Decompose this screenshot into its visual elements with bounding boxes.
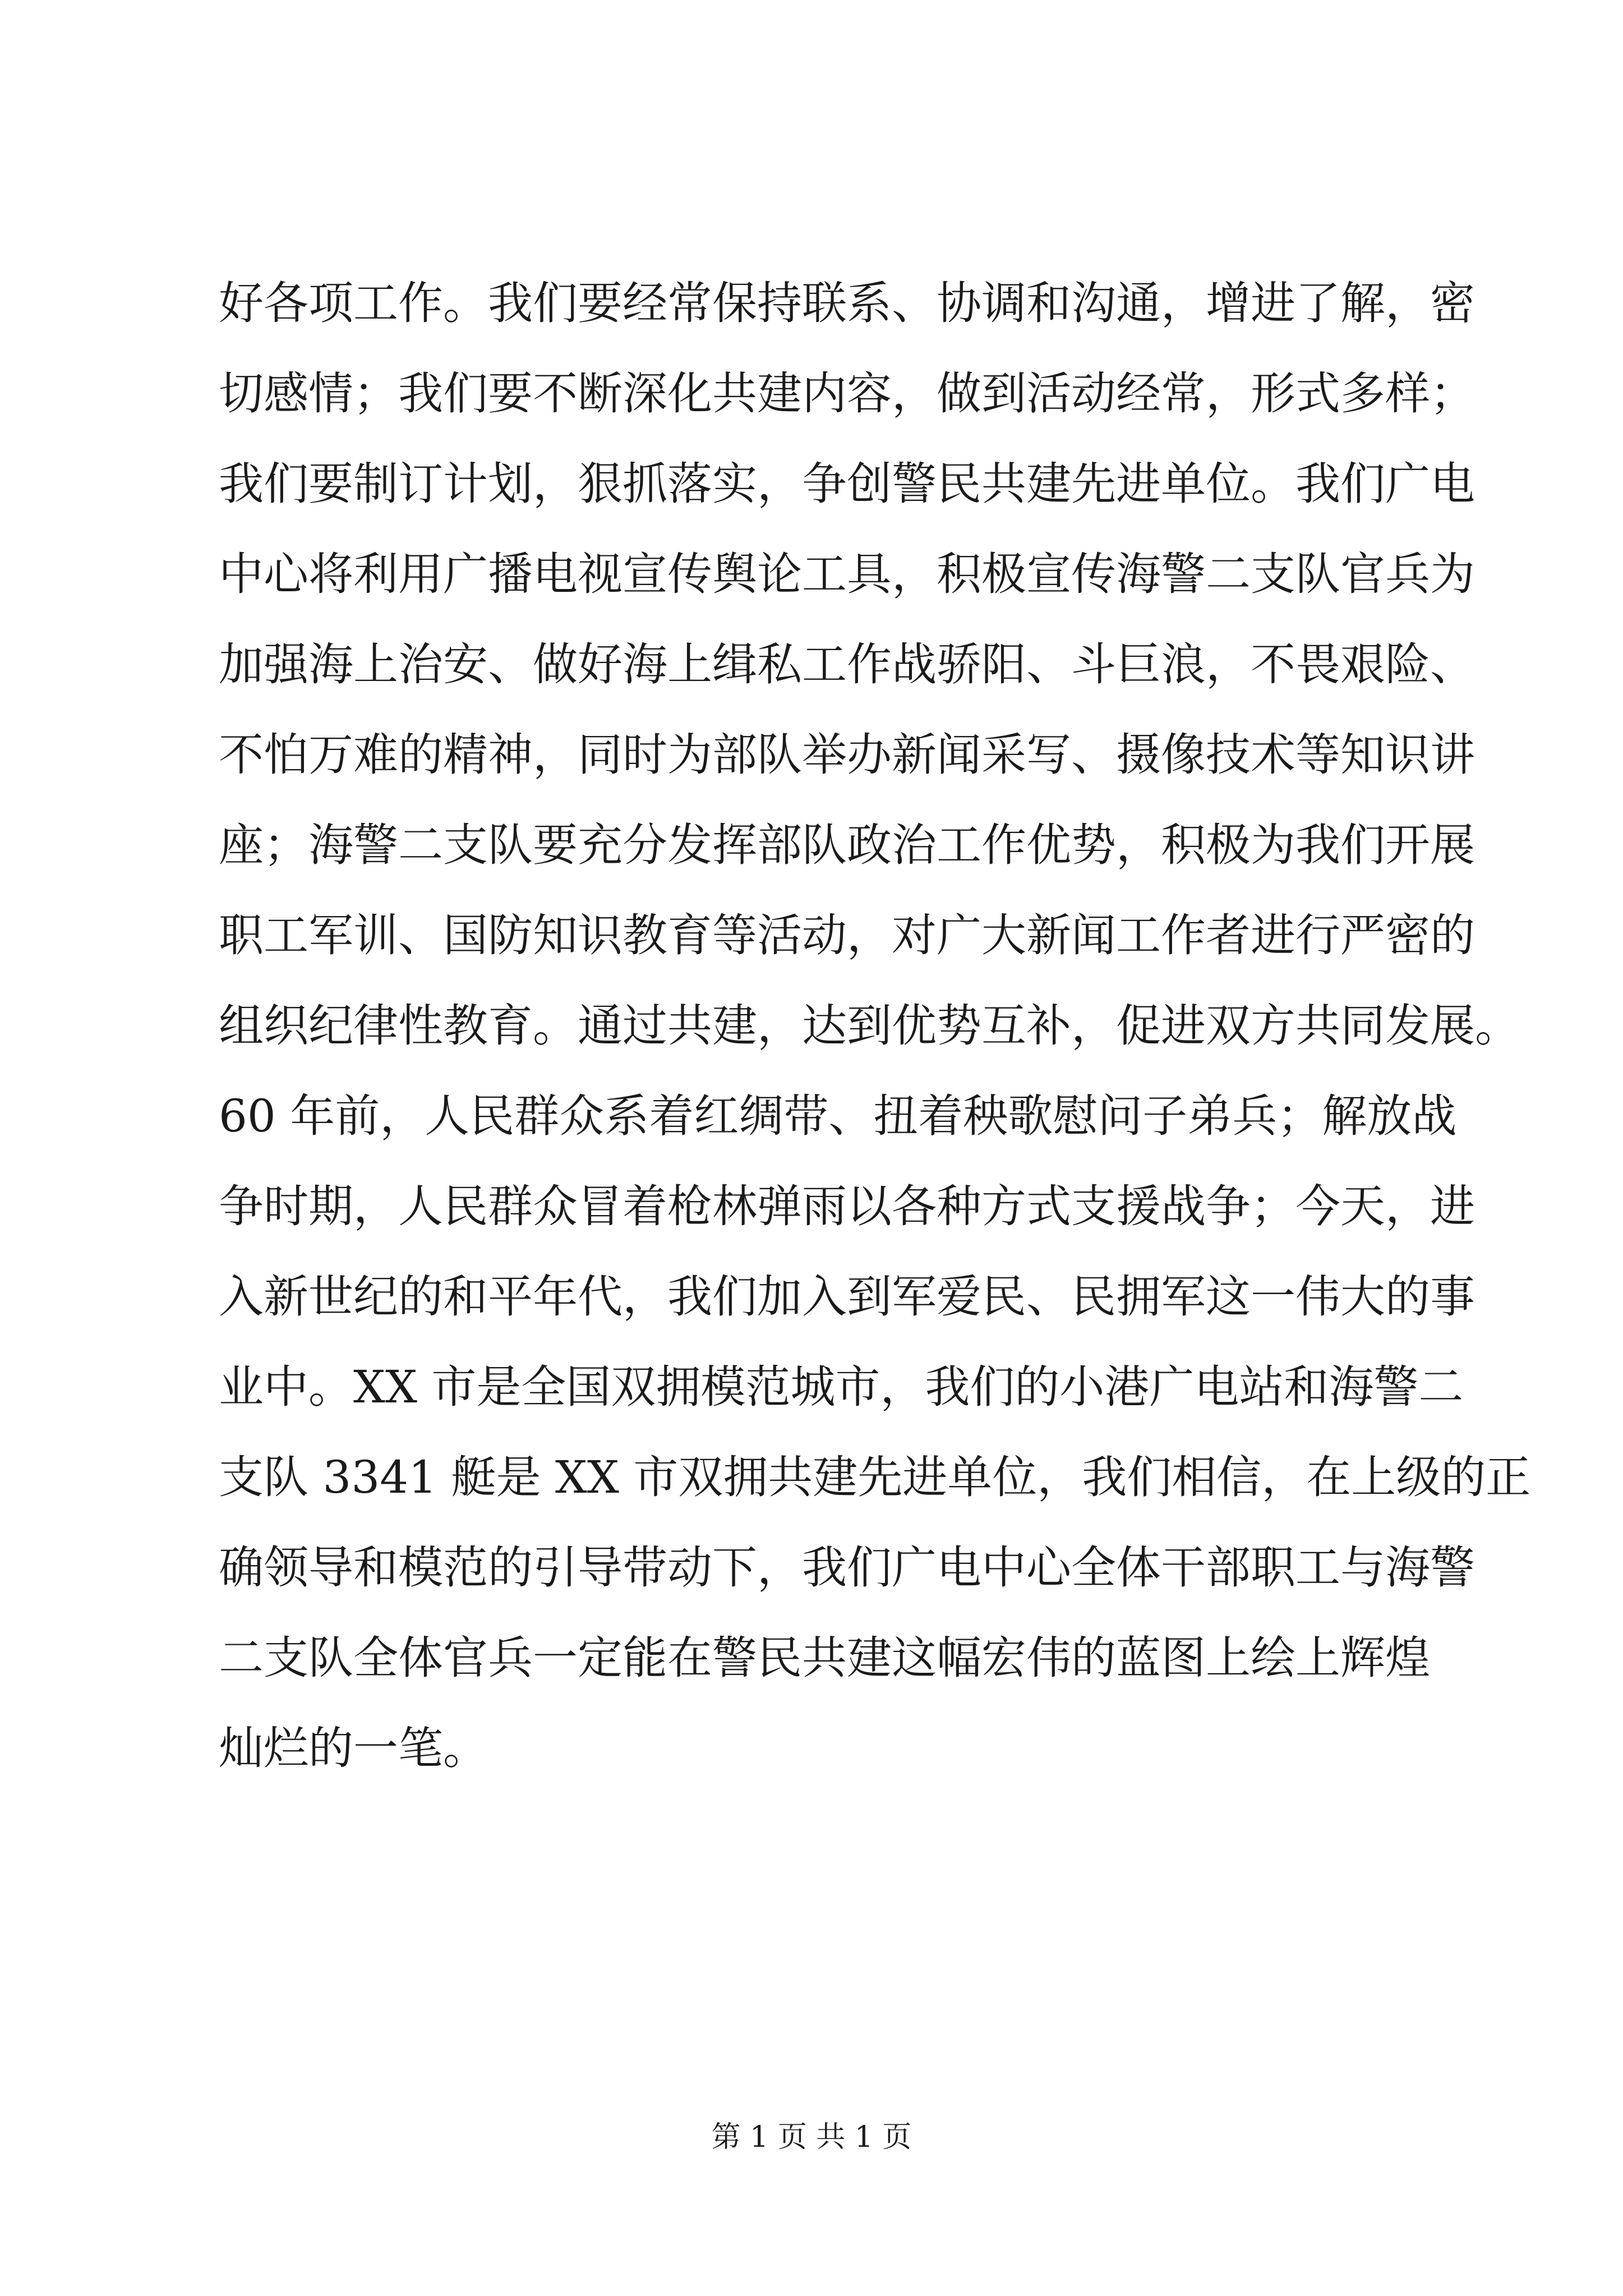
text-line: 60 年前，人民群众系着红绸带、扭着秧歌慰问子弟兵；解放战	[219, 1090, 1457, 1142]
text-line: 座；海警二支队要充分发挥部队政治工作优势，积极为我们开展	[219, 819, 1475, 871]
text-line: 入新世纪的和平年代，我们加入到军爱民、民拥军这一伟大的事	[219, 1271, 1475, 1323]
text-line: 二支队全体官兵一定能在警民共建这幅宏伟的蓝图上绘上辉煌	[219, 1632, 1430, 1684]
text-line: 好各项工作。我们要经常保持联系、协调和沟通，增进了解，密	[219, 277, 1475, 329]
text-line: 争时期，人民群众冒着枪林弹雨以各种方式支援战争；今天，进	[219, 1180, 1475, 1232]
text-line: 我们要制订计划，狠抓落实，争创警民共建先进单位。我们广电	[219, 458, 1475, 510]
text-line: 灿烂的一笔。	[219, 1722, 488, 1774]
text-line: 中心将利用广播电视宣传舆论工具，积极宣传海警二支队官兵为	[219, 548, 1475, 600]
text-line: 业中。XX 市是全国双拥模范城市，我们的小港广电站和海警二	[219, 1361, 1464, 1413]
page-footer: 第 1 页 共 1 页	[711, 2120, 912, 2154]
text-line: 职工军训、国防知识教育等活动，对广大新闻工作者进行严密的	[219, 909, 1475, 961]
text-line: 加强海上治安、做好海上缉私工作战骄阳、斗巨浪，不畏艰险、	[219, 638, 1475, 691]
text-line: 切感情；我们要不断深化共建内容，做到活动经常，形式多样；	[219, 367, 1475, 420]
text-line: 支队 3341 艇是 XX 市双拥共建先进单位，我们相信，在上级的正	[219, 1451, 1531, 1503]
text-line: 不怕万难的精神，同时为部队举办新闻采写、摄像技术等知识讲	[219, 729, 1475, 781]
text-line: 确领导和模范的引导带动下，我们广电中心全体干部职工与海警	[219, 1542, 1475, 1594]
text-line: 组织纪律性教育。通过共建，达到优势互补，促进双方共同发展。	[219, 1000, 1520, 1052]
body-paragraph	[219, 258, 1531, 1793]
